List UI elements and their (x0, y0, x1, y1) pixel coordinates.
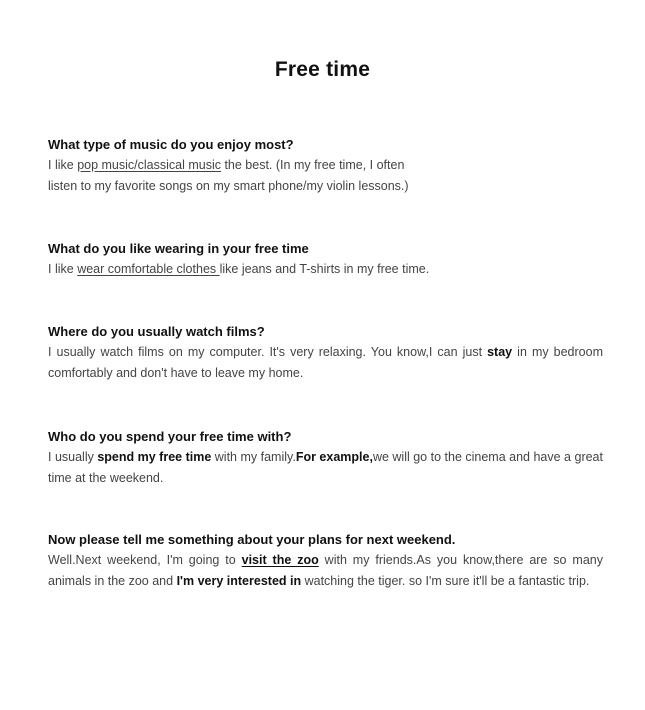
underlined-phrase: pop music/classical music (77, 158, 221, 172)
question-companions: Who do you spend your free time with? (48, 429, 292, 444)
answer-text: I usually watch films on my computer. It's very relaxing. You know,I can just (48, 345, 488, 359)
answer-music (48, 155, 603, 197)
bold-phrase: I'm very interested in (176, 574, 302, 588)
question-films: Where do you usually watch films? (48, 324, 265, 339)
bold-phrase: For example, (295, 450, 373, 464)
bold-underlined-phrase: visit the zoo (241, 553, 319, 567)
answer-weekend-plans (48, 550, 603, 592)
underlined-phrase: wear comfortable clothes (77, 262, 220, 276)
answer-text: I like (48, 262, 78, 276)
question-music: What type of music do you enjoy most? (48, 137, 294, 152)
qa-section-weekend-plans (48, 530, 603, 592)
answer-text: we will go to the cinema and have a great time at the weekend. (48, 450, 603, 485)
answer-text: listen to my favorite songs on my smart phone/my violin lessons.) (48, 179, 409, 193)
question-wearing: What do you like wearing in your free time (48, 241, 309, 256)
qa-section-films (48, 322, 603, 384)
answer-companions (48, 447, 603, 489)
answer-text: with my friends.As you know,there are so many animals in the zoo and (48, 553, 603, 588)
qa-section-wearing (48, 239, 603, 280)
answer-text: watching the tiger. so I'm sure it'll be a fantastic trip. (301, 574, 590, 588)
answer-films (48, 342, 603, 384)
answer-text: with my family. (211, 450, 296, 464)
answer-text: in my bedroom comfortably and don't have to leave my home. (48, 345, 603, 380)
answer-text: I usually (48, 450, 98, 464)
bold-phrase: stay (487, 345, 513, 359)
answer-text: I like (48, 158, 78, 172)
bold-phrase: spend my free time (97, 450, 212, 464)
question-weekend-plans: Now please tell me something about your plans for next weekend. (48, 532, 456, 547)
qa-section-music (48, 135, 603, 197)
answer-text: the best. (In my free time, I often (220, 158, 405, 172)
answer-text: like jeans and T-shirts in my free time. (219, 262, 430, 276)
answer-text: Well.Next weekend, I'm going to (48, 553, 242, 567)
qa-section-companions (48, 427, 603, 489)
answer-wearing (48, 259, 603, 280)
page-title: Free time (274, 58, 371, 81)
